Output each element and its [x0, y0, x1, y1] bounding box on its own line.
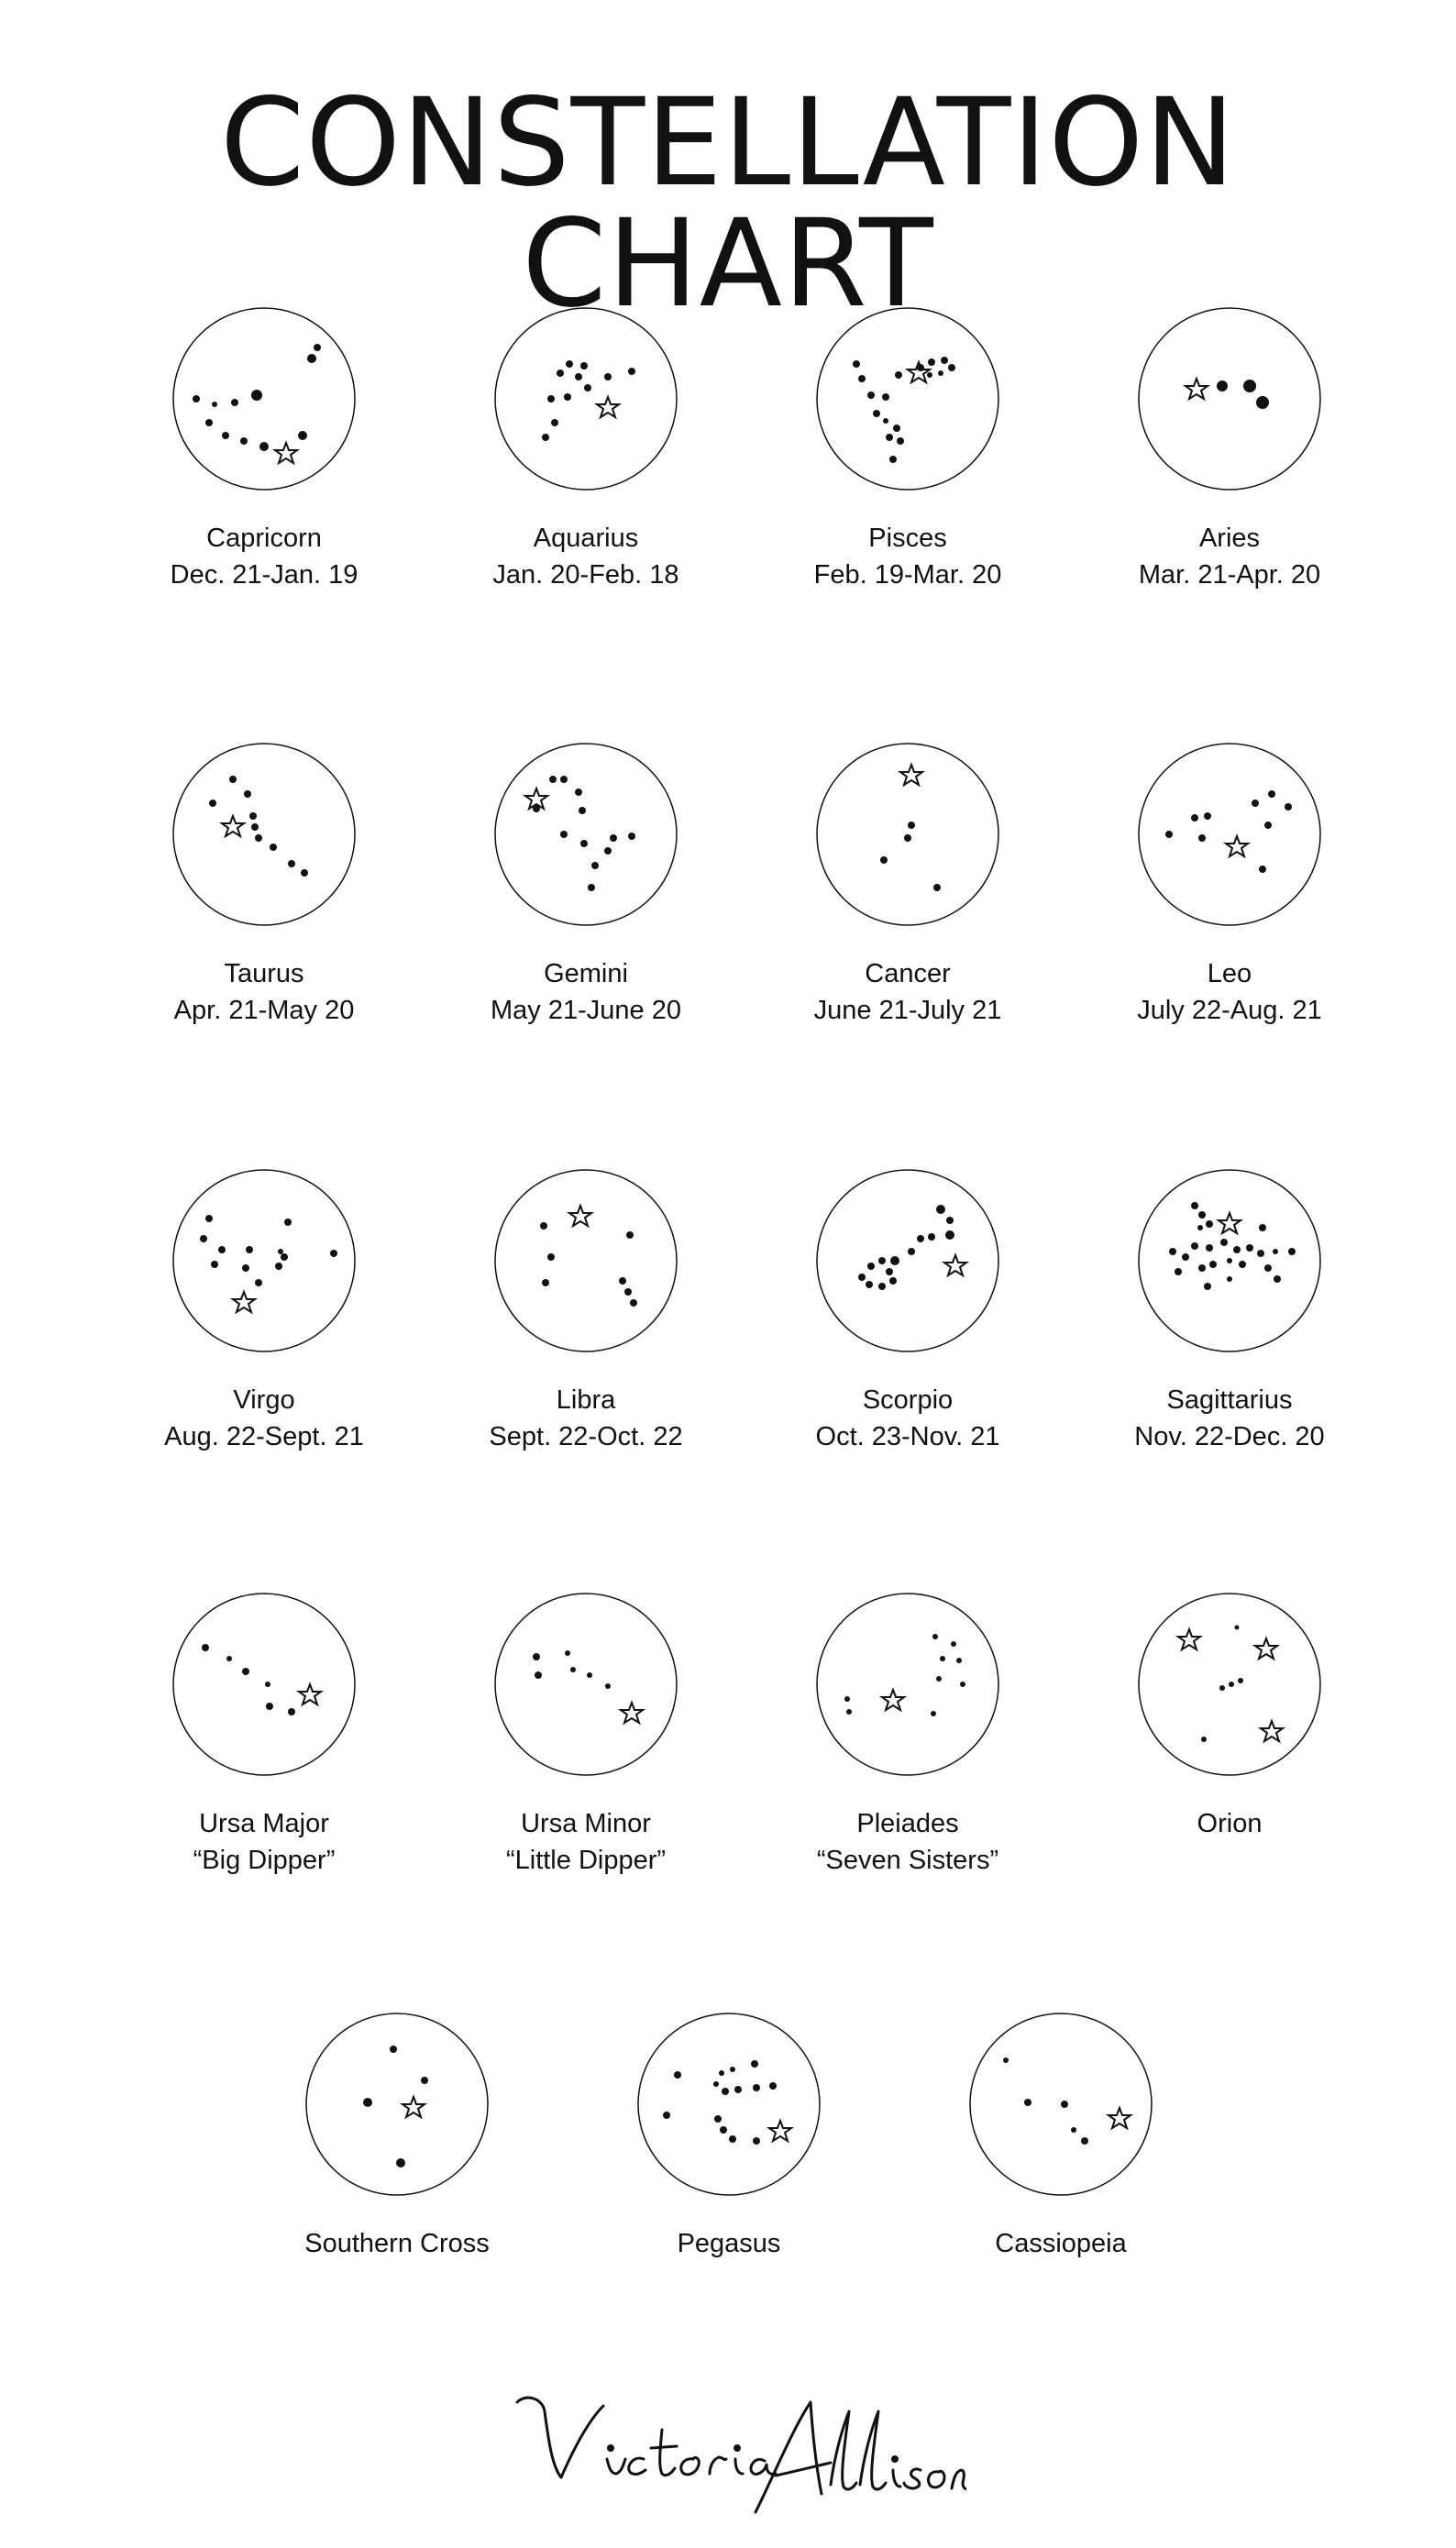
star-outline-icon [299, 1684, 321, 1704]
constellation-label [458, 955, 714, 1029]
virgo-diagram [172, 1169, 356, 1352]
taurus-diagram [172, 743, 356, 926]
constellation-label [601, 2225, 857, 2262]
constellation-dates: Sept. 22-Oct. 22 [489, 1422, 683, 1451]
star-outline-icon [900, 765, 922, 785]
pisces-diagram [816, 307, 999, 491]
constellation-dates: “Seven Sisters” [816, 1846, 999, 1875]
constellation-name: Pisces [868, 524, 947, 553]
constellation-name: Aquarius [533, 524, 639, 553]
constellation-label [458, 1805, 714, 1879]
constellation-name: Virgo [233, 1385, 295, 1415]
constellation-dates: “Big Dipper” [193, 1846, 336, 1875]
constellation-circle [816, 1169, 999, 1352]
constellation-circle [494, 1169, 678, 1352]
star-outline-icon [944, 1255, 966, 1275]
southern-cross-diagram [305, 2013, 489, 2196]
constellation-circle [816, 743, 999, 926]
constellation-dates: Jan. 20-Feb. 18 [492, 560, 679, 590]
constellation-circle [172, 1169, 356, 1352]
constellation-circle [637, 2013, 821, 2196]
aquarius-diagram [494, 307, 678, 491]
star-outline-icon [403, 2097, 425, 2117]
constellation-circle [1138, 307, 1321, 491]
constellation-name: Pleiades [856, 1809, 959, 1838]
constellation-label [1101, 520, 1358, 593]
constellation-circle [1138, 1169, 1321, 1352]
constellation-label [1101, 955, 1358, 1029]
constellation-label [932, 2225, 1189, 2262]
constellation-circle [305, 2013, 489, 2196]
constellation-name: Scorpio [862, 1385, 954, 1415]
constellation-dates: June 21-July 21 [813, 996, 1002, 1025]
constellation-label [779, 1805, 1036, 1879]
cassiopeia-diagram [969, 2013, 1153, 2196]
star-outline-icon [597, 397, 619, 417]
libra-diagram [494, 1169, 678, 1352]
constellation-circle [172, 1593, 356, 1776]
star-outline-icon [882, 1690, 904, 1710]
constellation-dates: Dec. 21-Jan. 19 [170, 560, 358, 590]
ursa-major-diagram [172, 1593, 356, 1776]
constellation-label [458, 1382, 714, 1455]
constellation-dates: Oct. 23-Nov. 21 [815, 1422, 1000, 1451]
star-outline-icon [1261, 1721, 1283, 1741]
star-outline-icon [569, 1206, 591, 1226]
star-outline-icon [1226, 836, 1248, 856]
ursa-minor-diagram [494, 1593, 678, 1776]
constellation-label [779, 520, 1036, 593]
star-outline-icon [1178, 1629, 1200, 1649]
scorpio-diagram [816, 1169, 999, 1352]
star-outline-icon [621, 1703, 643, 1723]
constellation-dates: “Little Dipper” [505, 1846, 667, 1875]
cancer-diagram [816, 743, 999, 926]
star-outline-icon [275, 443, 297, 463]
constellation-label [458, 520, 714, 593]
constellation-circle [1138, 743, 1321, 926]
star-outline-icon [222, 816, 244, 836]
constellation-name: Orion [1197, 1809, 1263, 1838]
constellation-name: Libra [556, 1385, 616, 1415]
capricorn-diagram [172, 307, 356, 491]
aries-diagram [1138, 307, 1321, 491]
constellation-circle [172, 307, 356, 491]
constellation-dates: Apr. 21-May 20 [173, 996, 355, 1025]
constellation-dates: Feb. 19-Mar. 20 [813, 560, 1002, 590]
signature-logo [490, 2375, 966, 2521]
constellation-label [136, 955, 392, 1029]
constellation-dates: May 21-June 20 [491, 996, 681, 1025]
constellation-circle [494, 743, 678, 926]
constellation-label [779, 1382, 1036, 1455]
pleiades-diagram [816, 1593, 999, 1776]
constellation-circle [494, 1593, 678, 1776]
constellation-label [136, 1382, 392, 1455]
constellation-label [136, 520, 392, 593]
constellation-circle [969, 2013, 1153, 2196]
constellation-name: Cancer [865, 959, 951, 988]
constellation-name: Ursa Major [199, 1809, 329, 1838]
constellation-name: Aries [1198, 524, 1261, 553]
constellation-circle [494, 307, 678, 491]
constellation-name: Leo [1207, 959, 1252, 988]
constellation-name: Taurus [224, 959, 304, 988]
constellation-name: Sagittarius [1166, 1385, 1293, 1415]
constellation-label [779, 955, 1036, 1029]
constellation-name: Southern Cross [304, 2229, 490, 2258]
page-title: CONSTELLATION CHART [220, 72, 1236, 335]
constellation-circle [1138, 1593, 1321, 1776]
constellation-label [1101, 1382, 1358, 1455]
constellation-dates: Aug. 22-Sept. 21 [164, 1422, 364, 1451]
constellation-label [269, 2225, 525, 2262]
star-outline-icon [1186, 379, 1208, 399]
star-outline-icon [1109, 2108, 1131, 2128]
constellation-dates: Mar. 21-Apr. 20 [1138, 560, 1321, 590]
sagittarius-diagram [1138, 1169, 1321, 1352]
pegasus-diagram [637, 2013, 821, 2196]
constellation-name: Cassiopeia [995, 2229, 1127, 2258]
constellation-circle [172, 743, 356, 926]
orion-diagram [1138, 1593, 1321, 1776]
constellation-circle [816, 307, 999, 491]
gemini-diagram [494, 743, 678, 926]
constellation-dates: Nov. 22-Dec. 20 [1134, 1422, 1325, 1451]
star-outline-icon [1219, 1213, 1241, 1233]
star-outline-icon [1255, 1638, 1277, 1659]
constellation-name: Pegasus [677, 2229, 781, 2258]
constellation-label [136, 1805, 392, 1879]
constellation-label [1101, 1805, 1358, 1842]
star-outline-icon [769, 2121, 791, 2141]
brand-logo [0, 2375, 1456, 2526]
constellation-name: Capricorn [206, 524, 322, 553]
constellation-dates: July 22-Aug. 21 [1137, 996, 1322, 1025]
constellation-circle [816, 1593, 999, 1776]
star-outline-icon [233, 1292, 255, 1312]
leo-diagram [1138, 743, 1321, 926]
constellation-name: Ursa Minor [521, 1809, 651, 1838]
constellation-name: Gemini [544, 959, 628, 988]
